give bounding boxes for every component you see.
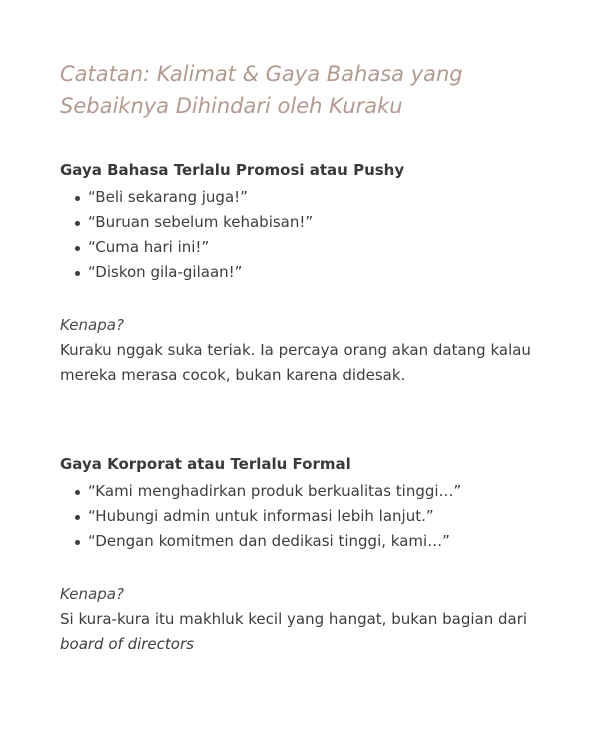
list-item: “Diskon gila-gilaan!” bbox=[60, 260, 540, 285]
reason-text-main: Si kura-kura itu makhluk kecil yang hangat, bukan bagian dari bbox=[60, 610, 528, 628]
list-item: “Hubungi admin untuk informasi lebih lanjut.” bbox=[60, 504, 540, 529]
section-spacer bbox=[60, 388, 540, 416]
reason-block bbox=[60, 582, 540, 657]
list-item: “Kami menghadirkan produk berkualitas tinggi…” bbox=[60, 479, 540, 504]
page-title: Catatan: Kalimat & Gaya Bahasa yang Sebaiknya Dihindari oleh Kuraku bbox=[60, 62, 463, 118]
example-list bbox=[60, 185, 540, 285]
list-item: “Buruan sebelum kehabisan!” bbox=[60, 210, 540, 235]
section-corporate bbox=[60, 452, 540, 657]
section-promotional bbox=[60, 158, 540, 388]
list-item: “Beli sekarang juga!” bbox=[60, 185, 540, 210]
reason-text: Kuraku nggak suka teriak. Ia percaya orang akan datang kalau mereka merasa cocok, bukan karena didesak. bbox=[60, 341, 531, 384]
reason-text bbox=[60, 607, 540, 657]
reason-block bbox=[60, 313, 540, 388]
section-heading: Gaya Bahasa Terlalu Promosi atau Pushy bbox=[60, 161, 405, 179]
example-list bbox=[60, 479, 540, 554]
reason-text-italic: board of directors bbox=[60, 635, 194, 653]
reason-label: Kenapa? bbox=[60, 316, 124, 334]
reason-label: Kenapa? bbox=[60, 585, 124, 603]
list-item: “Dengan komitmen dan dedikasi tinggi, kami…” bbox=[60, 529, 540, 554]
section-heading: Gaya Korporat atau Terlalu Formal bbox=[60, 455, 351, 473]
list-item: “Cuma hari ini!” bbox=[60, 235, 540, 260]
